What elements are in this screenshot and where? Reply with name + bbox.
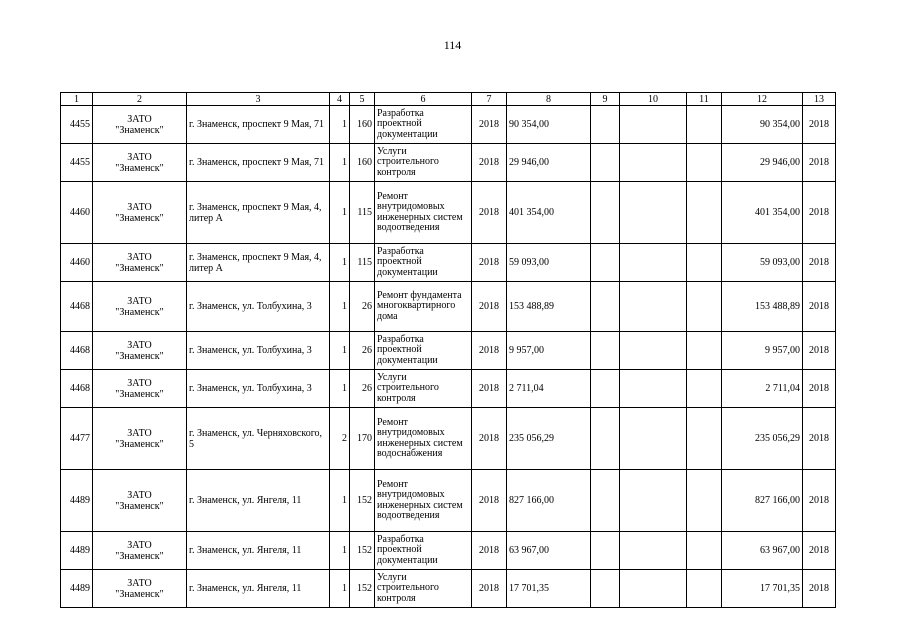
column-header: 7 [472,93,507,106]
table-row [61,408,836,470]
municipality-name: "Знаменск" [115,350,164,362]
row-number-cell: 4455 [61,106,93,144]
address-cell: г. Знаменск, ул. Янгеля, 11 [187,470,330,532]
municipality-cell [93,408,187,470]
table-row [61,570,836,608]
address-cell: г. Знаменск, ул. Янгеля, 11 [187,570,330,608]
work-type-cell: Ремонт внутридомовых инженерных систем водоотведения [375,470,472,532]
page-number: 114 [443,38,462,52]
municipality-cell [93,182,187,244]
col-7-year-cell: 2018 [472,244,507,282]
table-row [61,282,836,332]
col-8-amount-cell: 235 056,29 [507,408,591,470]
municipality-cell [93,370,187,408]
col-7-year-cell: 2018 [472,106,507,144]
column-header: 6 [375,93,472,106]
col-4-value-cell: 1 [330,182,350,244]
municipality-type: ЗАТО [127,251,152,263]
col-12-amount-cell: 2 711,04 [722,370,803,408]
address-cell: г. Знаменск, проспект 9 Мая, 4, литер А [187,244,330,282]
col-5-value-cell: 115 [350,244,375,282]
col-7-year-cell: 2018 [472,144,507,182]
municipality-name: "Знаменск" [115,162,164,174]
column-header: 5 [350,93,375,106]
municipality-name: "Знаменск" [115,500,164,512]
col-5-value-cell: 26 [350,332,375,370]
col-12-amount-cell: 153 488,89 [722,282,803,332]
col-10-value-cell [620,244,687,282]
col-12-amount-cell: 401 354,00 [722,182,803,244]
address-cell: г. Знаменск, ул. Янгеля, 11 [187,532,330,570]
column-header: 12 [722,93,803,106]
work-type-cell: Разработка проектной документации [375,532,472,570]
municipality-name: "Знаменск" [115,212,164,224]
col-8-amount-cell: 2 711,04 [507,370,591,408]
row-number-cell: 4468 [61,370,93,408]
work-type-cell: Разработка проектной документации [375,106,472,144]
col-5-value-cell: 26 [350,282,375,332]
municipality-name: "Знаменск" [115,262,164,274]
col-9-value-cell [591,106,620,144]
col-9-value-cell [591,370,620,408]
col-7-year-cell: 2018 [472,532,507,570]
col-9-value-cell [591,244,620,282]
header-row [61,93,836,106]
col-10-value-cell [620,144,687,182]
table-row [61,182,836,244]
col-10-value-cell [620,408,687,470]
col-10-value-cell [620,370,687,408]
col-13-year-cell: 2018 [803,570,836,608]
col-4-value-cell: 1 [330,470,350,532]
column-header: 3 [187,93,330,106]
municipality-type: ЗАТО [127,489,152,501]
column-header: 13 [803,93,836,106]
col-11-value-cell [687,282,722,332]
col-10-value-cell [620,282,687,332]
address-cell: г. Знаменск, проспект 9 Мая, 71 [187,106,330,144]
col-5-value-cell: 170 [350,408,375,470]
municipality-cell [93,570,187,608]
col-13-year-cell: 2018 [803,144,836,182]
col-12-amount-cell: 827 166,00 [722,470,803,532]
col-12-amount-cell: 9 957,00 [722,332,803,370]
col-9-value-cell [591,182,620,244]
col-8-amount-cell: 9 957,00 [507,332,591,370]
col-4-value-cell: 1 [330,144,350,182]
col-7-year-cell: 2018 [472,370,507,408]
col-10-value-cell [620,106,687,144]
address-cell: г. Знаменск, ул. Черняховского, 5 [187,408,330,470]
col-13-year-cell: 2018 [803,470,836,532]
work-type-cell: Услуги строительного контроля [375,144,472,182]
municipality-cell [93,144,187,182]
col-11-value-cell [687,408,722,470]
col-5-value-cell: 26 [350,370,375,408]
municipality-name: "Знаменск" [115,438,164,450]
municipality-type: ЗАТО [127,151,152,163]
row-number-cell: 4468 [61,282,93,332]
col-5-value-cell: 152 [350,570,375,608]
row-number-cell: 4460 [61,244,93,282]
col-8-amount-cell: 827 166,00 [507,470,591,532]
col-8-amount-cell: 90 354,00 [507,106,591,144]
col-8-amount-cell: 17 701,35 [507,570,591,608]
municipality-type: ЗАТО [127,377,152,389]
col-12-amount-cell: 63 967,00 [722,532,803,570]
col-5-value-cell: 160 [350,106,375,144]
municipality-type: ЗАТО [127,427,152,439]
col-7-year-cell: 2018 [472,332,507,370]
column-header: 11 [687,93,722,106]
col-4-value-cell: 1 [330,370,350,408]
work-type-cell: Услуги строительного контроля [375,370,472,408]
row-number-cell: 4489 [61,570,93,608]
column-header: 9 [591,93,620,106]
table-row [61,332,836,370]
col-4-value-cell: 1 [330,282,350,332]
col-7-year-cell: 2018 [472,470,507,532]
col-4-value-cell: 1 [330,244,350,282]
row-number-cell: 4489 [61,470,93,532]
col-11-value-cell [687,470,722,532]
col-12-amount-cell: 59 093,00 [722,244,803,282]
col-11-value-cell [687,106,722,144]
col-5-value-cell: 115 [350,182,375,244]
municipality-cell [93,332,187,370]
municipality-name: "Знаменск" [115,124,164,136]
col-8-amount-cell: 63 967,00 [507,532,591,570]
row-number-cell: 4489 [61,532,93,570]
col-13-year-cell: 2018 [803,370,836,408]
col-4-value-cell: 2 [330,408,350,470]
table-row [61,144,836,182]
table-row [61,532,836,570]
municipality-type: ЗАТО [127,577,152,589]
table-row [61,470,836,532]
col-9-value-cell [591,532,620,570]
col-9-value-cell [591,332,620,370]
municipality-name: "Знаменск" [115,388,164,400]
column-header: 4 [330,93,350,106]
work-type-cell: Ремонт внутридомовых инженерных систем водоснабжения [375,408,472,470]
municipality-name: "Знаменск" [115,588,164,600]
col-13-year-cell: 2018 [803,182,836,244]
col-13-year-cell: 2018 [803,332,836,370]
municipality-type: ЗАТО [127,113,152,125]
municipality-name: "Знаменск" [115,306,164,318]
col-11-value-cell [687,182,722,244]
col-11-value-cell [687,370,722,408]
row-number-cell: 4468 [61,332,93,370]
col-4-value-cell: 1 [330,332,350,370]
municipality-cell [93,470,187,532]
work-type-cell: Услуги строительного контроля [375,570,472,608]
col-13-year-cell: 2018 [803,244,836,282]
table-row [61,370,836,408]
col-9-value-cell [591,282,620,332]
column-header: 2 [93,93,187,106]
col-10-value-cell [620,570,687,608]
address-cell: г. Знаменск, ул. Толбухина, 3 [187,370,330,408]
municipality-type: ЗАТО [127,339,152,351]
col-10-value-cell [620,532,687,570]
municipality-cell [93,532,187,570]
municipality-type: ЗАТО [127,295,152,307]
address-cell: г. Знаменск, ул. Толбухина, 3 [187,282,330,332]
col-5-value-cell: 152 [350,532,375,570]
col-11-value-cell [687,570,722,608]
col-11-value-cell [687,332,722,370]
col-12-amount-cell: 235 056,29 [722,408,803,470]
address-cell: г. Знаменск, проспект 9 Мая, 71 [187,144,330,182]
col-13-year-cell: 2018 [803,532,836,570]
municipality-type: ЗАТО [127,539,152,551]
col-5-value-cell: 160 [350,144,375,182]
col-4-value-cell: 1 [330,570,350,608]
col-11-value-cell [687,144,722,182]
table-body [61,93,836,608]
municipality-type: ЗАТО [127,201,152,213]
municipality-cell [93,282,187,332]
row-number-cell: 4477 [61,408,93,470]
address-cell: г. Знаменск, проспект 9 Мая, 4, литер А [187,182,330,244]
row-number-cell: 4455 [61,144,93,182]
col-11-value-cell [687,532,722,570]
col-9-value-cell [591,570,620,608]
col-8-amount-cell: 401 354,00 [507,182,591,244]
work-type-cell: Разработка проектной документации [375,244,472,282]
work-type-cell: Разработка проектной документации [375,332,472,370]
col-7-year-cell: 2018 [472,408,507,470]
col-13-year-cell: 2018 [803,106,836,144]
municipality-cell [93,106,187,144]
col-9-value-cell [591,144,620,182]
col-10-value-cell [620,332,687,370]
row-number-cell: 4460 [61,182,93,244]
col-12-amount-cell: 90 354,00 [722,106,803,144]
col-8-amount-cell: 29 946,00 [507,144,591,182]
table-row [61,106,836,144]
col-10-value-cell [620,182,687,244]
col-4-value-cell: 1 [330,532,350,570]
col-8-amount-cell: 59 093,00 [507,244,591,282]
col-13-year-cell: 2018 [803,408,836,470]
col-13-year-cell: 2018 [803,282,836,332]
municipality-cell [93,244,187,282]
municipality-name: "Знаменск" [115,550,164,562]
col-9-value-cell [591,470,620,532]
col-4-value-cell: 1 [330,106,350,144]
work-type-cell: Ремонт внутридомовых инженерных систем водоотведения [375,182,472,244]
col-7-year-cell: 2018 [472,182,507,244]
data-table [60,92,836,608]
col-7-year-cell: 2018 [472,570,507,608]
col-8-amount-cell: 153 488,89 [507,282,591,332]
address-cell: г. Знаменск, ул. Толбухина, 3 [187,332,330,370]
column-header: 1 [61,93,93,106]
col-10-value-cell [620,470,687,532]
column-header: 8 [507,93,591,106]
column-header: 10 [620,93,687,106]
col-9-value-cell [591,408,620,470]
table-row [61,244,836,282]
work-type-cell: Ремонт фундамента многоквартирного дома [375,282,472,332]
col-12-amount-cell: 17 701,35 [722,570,803,608]
col-11-value-cell [687,244,722,282]
col-12-amount-cell: 29 946,00 [722,144,803,182]
col-5-value-cell: 152 [350,470,375,532]
col-7-year-cell: 2018 [472,282,507,332]
